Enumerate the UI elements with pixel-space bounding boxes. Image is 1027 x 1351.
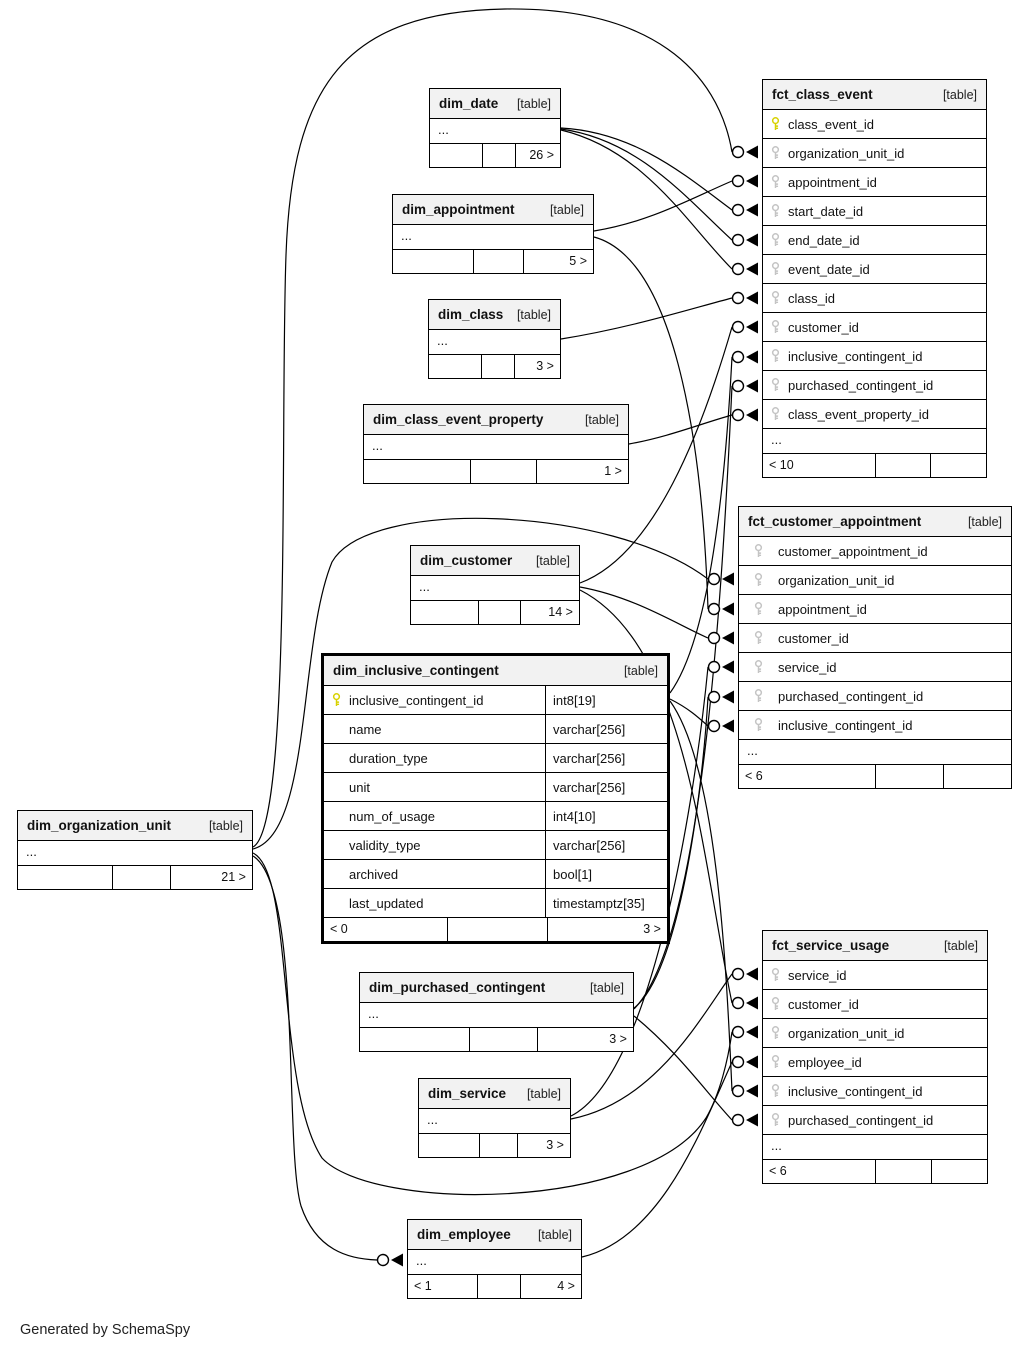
table-badge: [table] [535,553,570,568]
table-fct_service_usage [762,930,988,1184]
table-footer [411,600,579,624]
table-footer [364,459,628,483]
column-name: name [349,721,382,737]
column-name: class_event_id [788,116,874,132]
table-footer [419,1133,570,1157]
column-type: varchar[256] [545,744,667,772]
footer-right: 14 > [520,601,579,624]
column-name: inclusive_contingent_id [788,1083,923,1099]
footer-right [930,454,986,477]
table-fct_class_event [762,79,987,478]
columns-ellipsis[interactable]: ... [411,575,579,600]
footer-right: 3 > [537,1028,633,1051]
table-badge: [table] [516,96,551,111]
primary-key-icon [331,692,342,708]
column-name: event_date_id [788,261,870,277]
column-row [763,225,986,254]
table-header [411,546,579,575]
table-footer [18,865,252,889]
footer-right: 3 > [517,1134,570,1157]
table-footer [763,453,986,477]
foreign-key-icon [753,601,764,617]
column-row [763,1018,987,1047]
column-name: archived [349,866,399,882]
columns-ellipsis[interactable]: ... [408,1249,581,1274]
column-type: int4[10] [545,802,667,830]
table-header [324,656,667,685]
column-row [324,830,667,859]
footer-right: 5 > [523,250,593,273]
footer-left: < 6 [769,1164,787,1178]
rel-inclusive-classevent [670,357,732,693]
foreign-key-icon [770,174,781,190]
foreign-key-icon [770,1083,781,1099]
table-title[interactable]: dim_inclusive_contingent [333,663,499,678]
table-header [763,931,987,960]
column-row [324,801,667,830]
column-name: class_id [788,290,835,306]
footer-right: 1 > [536,460,628,483]
column-type: timestamptz[35] [545,889,667,917]
table-dim_employee [407,1219,582,1299]
column-name: purchased_contingent_id [788,377,934,393]
foreign-key-icon [770,377,781,393]
footer-left [419,1134,479,1157]
footer-left [429,355,481,378]
columns-ellipsis[interactable]: ... [393,224,593,249]
table-footer [393,249,593,273]
footer-left [430,144,482,167]
rel-inclusive-serviceusage [670,701,732,1091]
table-title[interactable]: dim_date [439,96,499,111]
foreign-key-icon [770,290,781,306]
column-name: inclusive_contingent_id [349,692,484,708]
footer-mid [479,1134,517,1157]
foreign-key-icon [770,406,781,422]
column-row [739,652,1011,681]
table-dim_appointment [392,194,594,274]
footer-right [943,765,1011,788]
table-header [408,1220,581,1249]
table-dim_date [429,88,561,168]
foreign-key-icon [770,996,781,1012]
foreign-key-icon [770,232,781,248]
footer-left: < 1 [414,1279,432,1293]
column-row [763,196,986,225]
footer-mid [875,765,943,788]
table-dim_class [428,299,561,379]
column-name: start_date_id [788,203,864,219]
footer-mid [478,601,520,624]
table-badge: [table] [584,412,619,427]
footer-mid [875,1160,931,1183]
table-title[interactable]: dim_class [438,307,504,322]
foreign-key-icon [770,145,781,161]
primary-key-icon [770,116,781,132]
rel-cep-classevent [629,415,732,444]
table-badge: [table] [623,663,658,678]
foreign-key-icon [753,717,764,733]
table-header [360,973,633,1002]
foreign-key-icon [770,1054,781,1070]
column-row [324,888,667,917]
column-row [763,167,986,196]
footer-mid [481,355,514,378]
column-name: inclusive_contingent_id [778,717,913,733]
column-name: appointment_id [788,174,877,190]
column-row [763,399,986,428]
column-row [763,138,986,167]
column-type: varchar[256] [545,715,667,743]
column-row [739,710,1011,739]
foreign-key-icon [753,630,764,646]
column-row [739,594,1011,623]
table-dim_service [418,1078,571,1158]
footer-left: < 0 [330,922,348,936]
table-badge: [table] [208,818,243,833]
column-name: last_updated [349,895,424,911]
footer-mid [447,918,546,941]
columns-ellipsis[interactable]: ... [419,1108,570,1133]
column-row [763,1047,987,1076]
table-badge: [table] [549,202,584,217]
footer-left [18,866,112,889]
footer-right: 21 > [170,866,252,889]
column-name: num_of_usage [349,808,436,824]
column-name: customer_id [788,996,859,1012]
column-name: customer_id [778,630,849,646]
table-dim_organization_unit [17,810,253,890]
column-row [763,960,987,989]
table-header [739,507,1011,536]
column-row [763,370,986,399]
foreign-key-icon [770,261,781,277]
table-footer [324,917,667,941]
footer-left [360,1028,469,1051]
column-name: purchased_contingent_id [778,688,924,704]
table-footer [429,354,560,378]
column-name: end_date_id [788,232,860,248]
footer-right: 4 > [520,1275,581,1298]
footer-right: 3 > [514,355,560,378]
table-header [18,811,252,840]
footer-right: 26 > [515,144,561,167]
foreign-key-icon [770,967,781,983]
foreign-key-icon [770,348,781,364]
column-row [739,536,1011,565]
table-footer [430,143,560,167]
footer-mid [473,250,523,273]
column-row [763,341,986,370]
table-fct_customer_appointment [738,506,1012,789]
footer-mid [875,454,931,477]
column-row [763,989,987,1018]
foreign-key-icon [770,1025,781,1041]
table-title[interactable]: dim_organization_unit [27,818,172,833]
table-title[interactable]: fct_service_usage [772,938,890,953]
table-badge: [table] [526,1086,561,1101]
foreign-key-icon [753,659,764,675]
table-header [763,80,986,109]
column-type: int8[19] [545,686,667,714]
table-header [419,1079,570,1108]
schemaspy-credit: Generated by SchemaSpy [20,1322,191,1338]
foreign-key-icon [753,688,764,704]
columns-ellipsis[interactable]: ... [763,428,986,453]
column-row [763,109,986,138]
column-type: varchar[256] [545,773,667,801]
rel-appointment-classevent [594,181,732,231]
column-name: employee_id [788,1054,862,1070]
table-title[interactable]: fct_customer_appointment [748,514,922,529]
column-name: class_event_property_id [788,406,929,422]
column-row [324,743,667,772]
table-title[interactable]: dim_class_event_property [373,412,544,427]
table-badge: [table] [942,87,977,102]
column-name: unit [349,779,370,795]
rel-purchased-serviceusage [634,1016,732,1120]
foreign-key-icon [753,572,764,588]
table-badge: [table] [589,980,624,995]
foreign-key-icon [770,203,781,219]
column-name: purchased_contingent_id [788,1112,934,1128]
table-title[interactable]: fct_class_event [772,87,873,102]
column-row [739,565,1011,594]
foreign-key-icon [770,1112,781,1128]
table-title[interactable]: dim_service [428,1086,507,1101]
footer-left: < 10 [769,458,794,472]
table-header [430,89,560,118]
footer-left [411,601,478,624]
table-header [364,405,628,434]
footer-mid [482,144,515,167]
table-title[interactable]: dim_purchased_contingent [369,980,546,995]
column-name: inclusive_contingent_id [788,348,923,364]
rel-customer-custappt [580,587,708,638]
table-header [429,300,560,329]
columns-ellipsis[interactable]: ... [18,840,252,865]
rel-class-classevent [561,298,732,339]
column-name: appointment_id [778,601,867,617]
columns-ellipsis[interactable]: ... [430,118,560,143]
footer-left: < 6 [745,769,763,783]
column-row [324,714,667,743]
table-footer [360,1027,633,1051]
column-type: varchar[256] [545,831,667,859]
table-badge: [table] [967,514,1002,529]
column-name: duration_type [349,750,428,766]
columns-ellipsis[interactable]: ... [360,1002,633,1027]
column-row [763,254,986,283]
column-name: organization_unit_id [788,1025,905,1041]
footer-right: 3 > [547,918,667,941]
table-dim_inclusive_contingent [321,653,670,944]
footer-mid [469,1028,537,1051]
table-dim_customer [410,545,580,625]
column-name: organization_unit_id [788,145,905,161]
column-name: customer_appointment_id [778,543,928,559]
columns-ellipsis[interactable]: ... [364,434,628,459]
columns-ellipsis[interactable]: ... [739,739,1011,764]
column-row [324,685,667,714]
column-row [324,859,667,888]
table-title[interactable]: dim_appointment [402,202,515,217]
column-name: service_id [788,967,847,983]
table-footer [408,1274,581,1298]
footer-right [931,1160,987,1183]
table-badge: [table] [537,1227,572,1242]
table-footer [763,1159,987,1183]
table-badge: [table] [516,307,551,322]
column-row [739,681,1011,710]
foreign-key-icon [770,319,781,335]
columns-ellipsis[interactable]: ... [429,329,560,354]
table-dim_class_event_property [363,404,629,484]
column-name: customer_id [788,319,859,335]
column-row [763,312,986,341]
table-footer [739,764,1011,788]
column-type: bool[1] [545,860,667,888]
column-row [324,772,667,801]
column-row [763,283,986,312]
column-row [763,1105,987,1134]
columns-ellipsis[interactable]: ... [763,1134,987,1159]
footer-mid [112,866,171,889]
footer-mid [470,460,536,483]
footer-left [393,250,473,273]
foreign-key-icon [753,543,764,559]
footer-mid [477,1275,520,1298]
column-name: validity_type [349,837,421,853]
table-badge: [table] [943,938,978,953]
column-name: service_id [778,659,837,675]
table-dim_purchased_contingent [359,972,634,1052]
table-header [393,195,593,224]
column-row [739,623,1011,652]
column-name: organization_unit_id [778,572,895,588]
column-row [763,1076,987,1105]
table-title[interactable]: dim_employee [417,1227,511,1242]
table-title[interactable]: dim_customer [420,553,513,568]
footer-left [364,460,470,483]
